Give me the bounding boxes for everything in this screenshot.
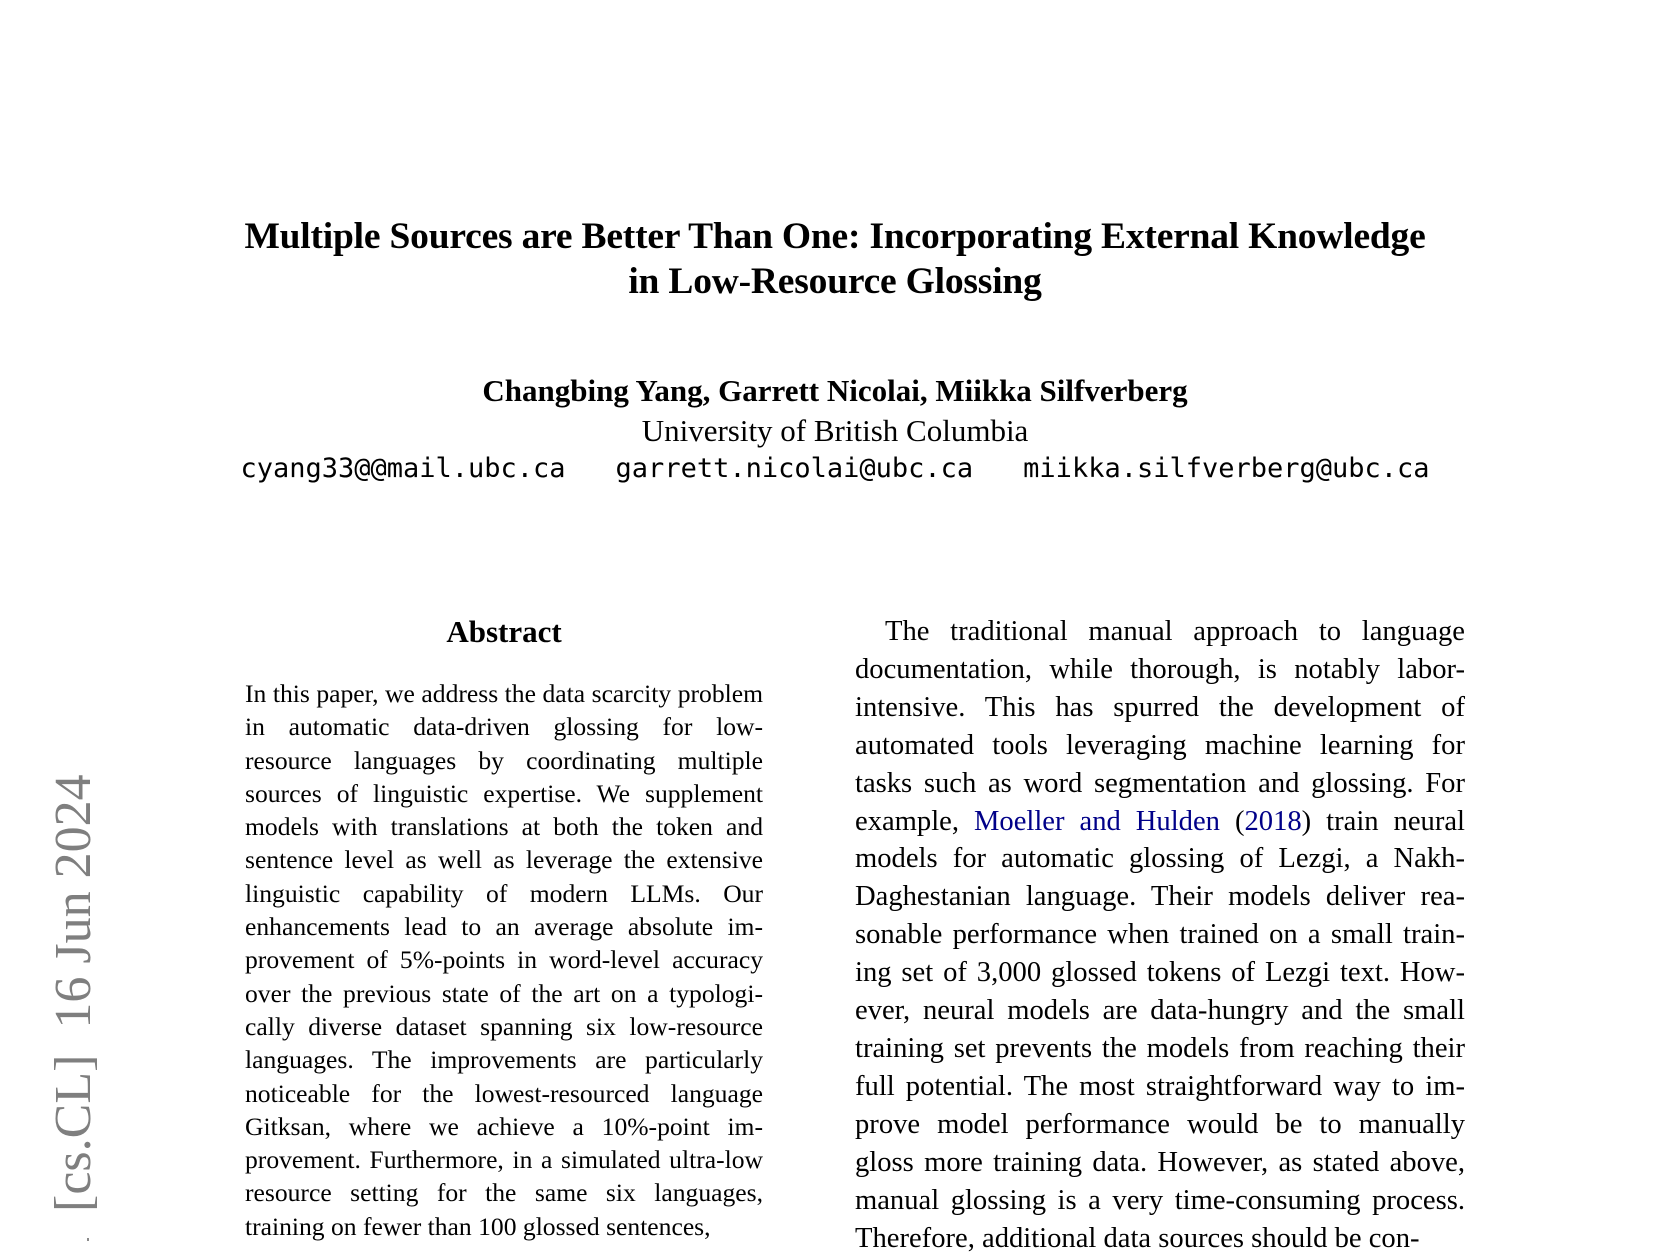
introduction-paragraph bbox=[855, 613, 1465, 1257]
arxiv-stamp: [cs.CL] 16 Jun 2024 bbox=[45, 774, 102, 1212]
email-author-1: cyang33@@mail.ubc.ca bbox=[240, 453, 566, 484]
email-author-3: miikka.silfverberg@ubc.ca bbox=[1023, 453, 1430, 484]
paper-title bbox=[150, 214, 1520, 304]
citation-link-year[interactable]: 2018 bbox=[1244, 805, 1302, 837]
abstract-heading: Abstract bbox=[446, 614, 562, 649]
citation-paren-open: ( bbox=[1219, 805, 1245, 837]
abstract-body: In this paper, we address the data scarcity problem in automatic data-driven glossing for low-resource languages by coordinating multiple sources of linguistic expertise. We supplement models with translations at both the token and sentence level as well as leverage the extensive linguistic capability of modern LLMs. Our enhancements lead to an average absolute improvement of 5%-points in word-level accuracy over the previous state of the art on a typologically diverse dataset spanning six low-resource languages. The improvements are particularly noticeable for the lowest-resourced language Gitksan, where we achieve a 10%-point improvement. Furthermore, in a simulated ultra-low resource setting for the same six languages, training on fewer than 100 glossed sentences, bbox=[245, 679, 763, 1241]
paper-title-line-1: Multiple Sources are Better Than One: Incorporating External Knowledge bbox=[244, 216, 1426, 257]
email-author-2: garrett.nicolai@ubc.ca bbox=[615, 453, 974, 484]
author-list: Changbing Yang, Garrett Nicolai, Miikka Silfverberg bbox=[482, 373, 1188, 408]
paper-title-line-2: in Low-Resource Glossing bbox=[628, 261, 1042, 302]
citation-link-authors[interactable]: Moeller and Hulden bbox=[974, 805, 1220, 837]
email-list bbox=[150, 452, 1520, 486]
citation-paren-close: ) bbox=[1301, 805, 1312, 837]
intro-text-after-citation: train neural models for automatic glossing of Lezgi, a Nakh-Daghestanian language. Their models deliver reasonable performance when trained on a small training set of 3,000 glossed tokens of Lezgi text. However, neural models are data-hungry and the small training set prevents the models from reaching their full potential. The most straightforward way to improve model performance would be to manually gloss more training data. However, as stated above, manual glossing is a very time-consuming process. Therefore, additional data sources should be con- bbox=[855, 805, 1466, 1254]
intro-text-before-citation: The traditional manual approach to language documentation, while thorough, is notably labor-intensive. This has spurred the development of automated tools leveraging machine learning for tasks such as word segmentation and glossing. For example, bbox=[855, 616, 1465, 837]
affiliation: University of British Columbia bbox=[641, 413, 1029, 448]
